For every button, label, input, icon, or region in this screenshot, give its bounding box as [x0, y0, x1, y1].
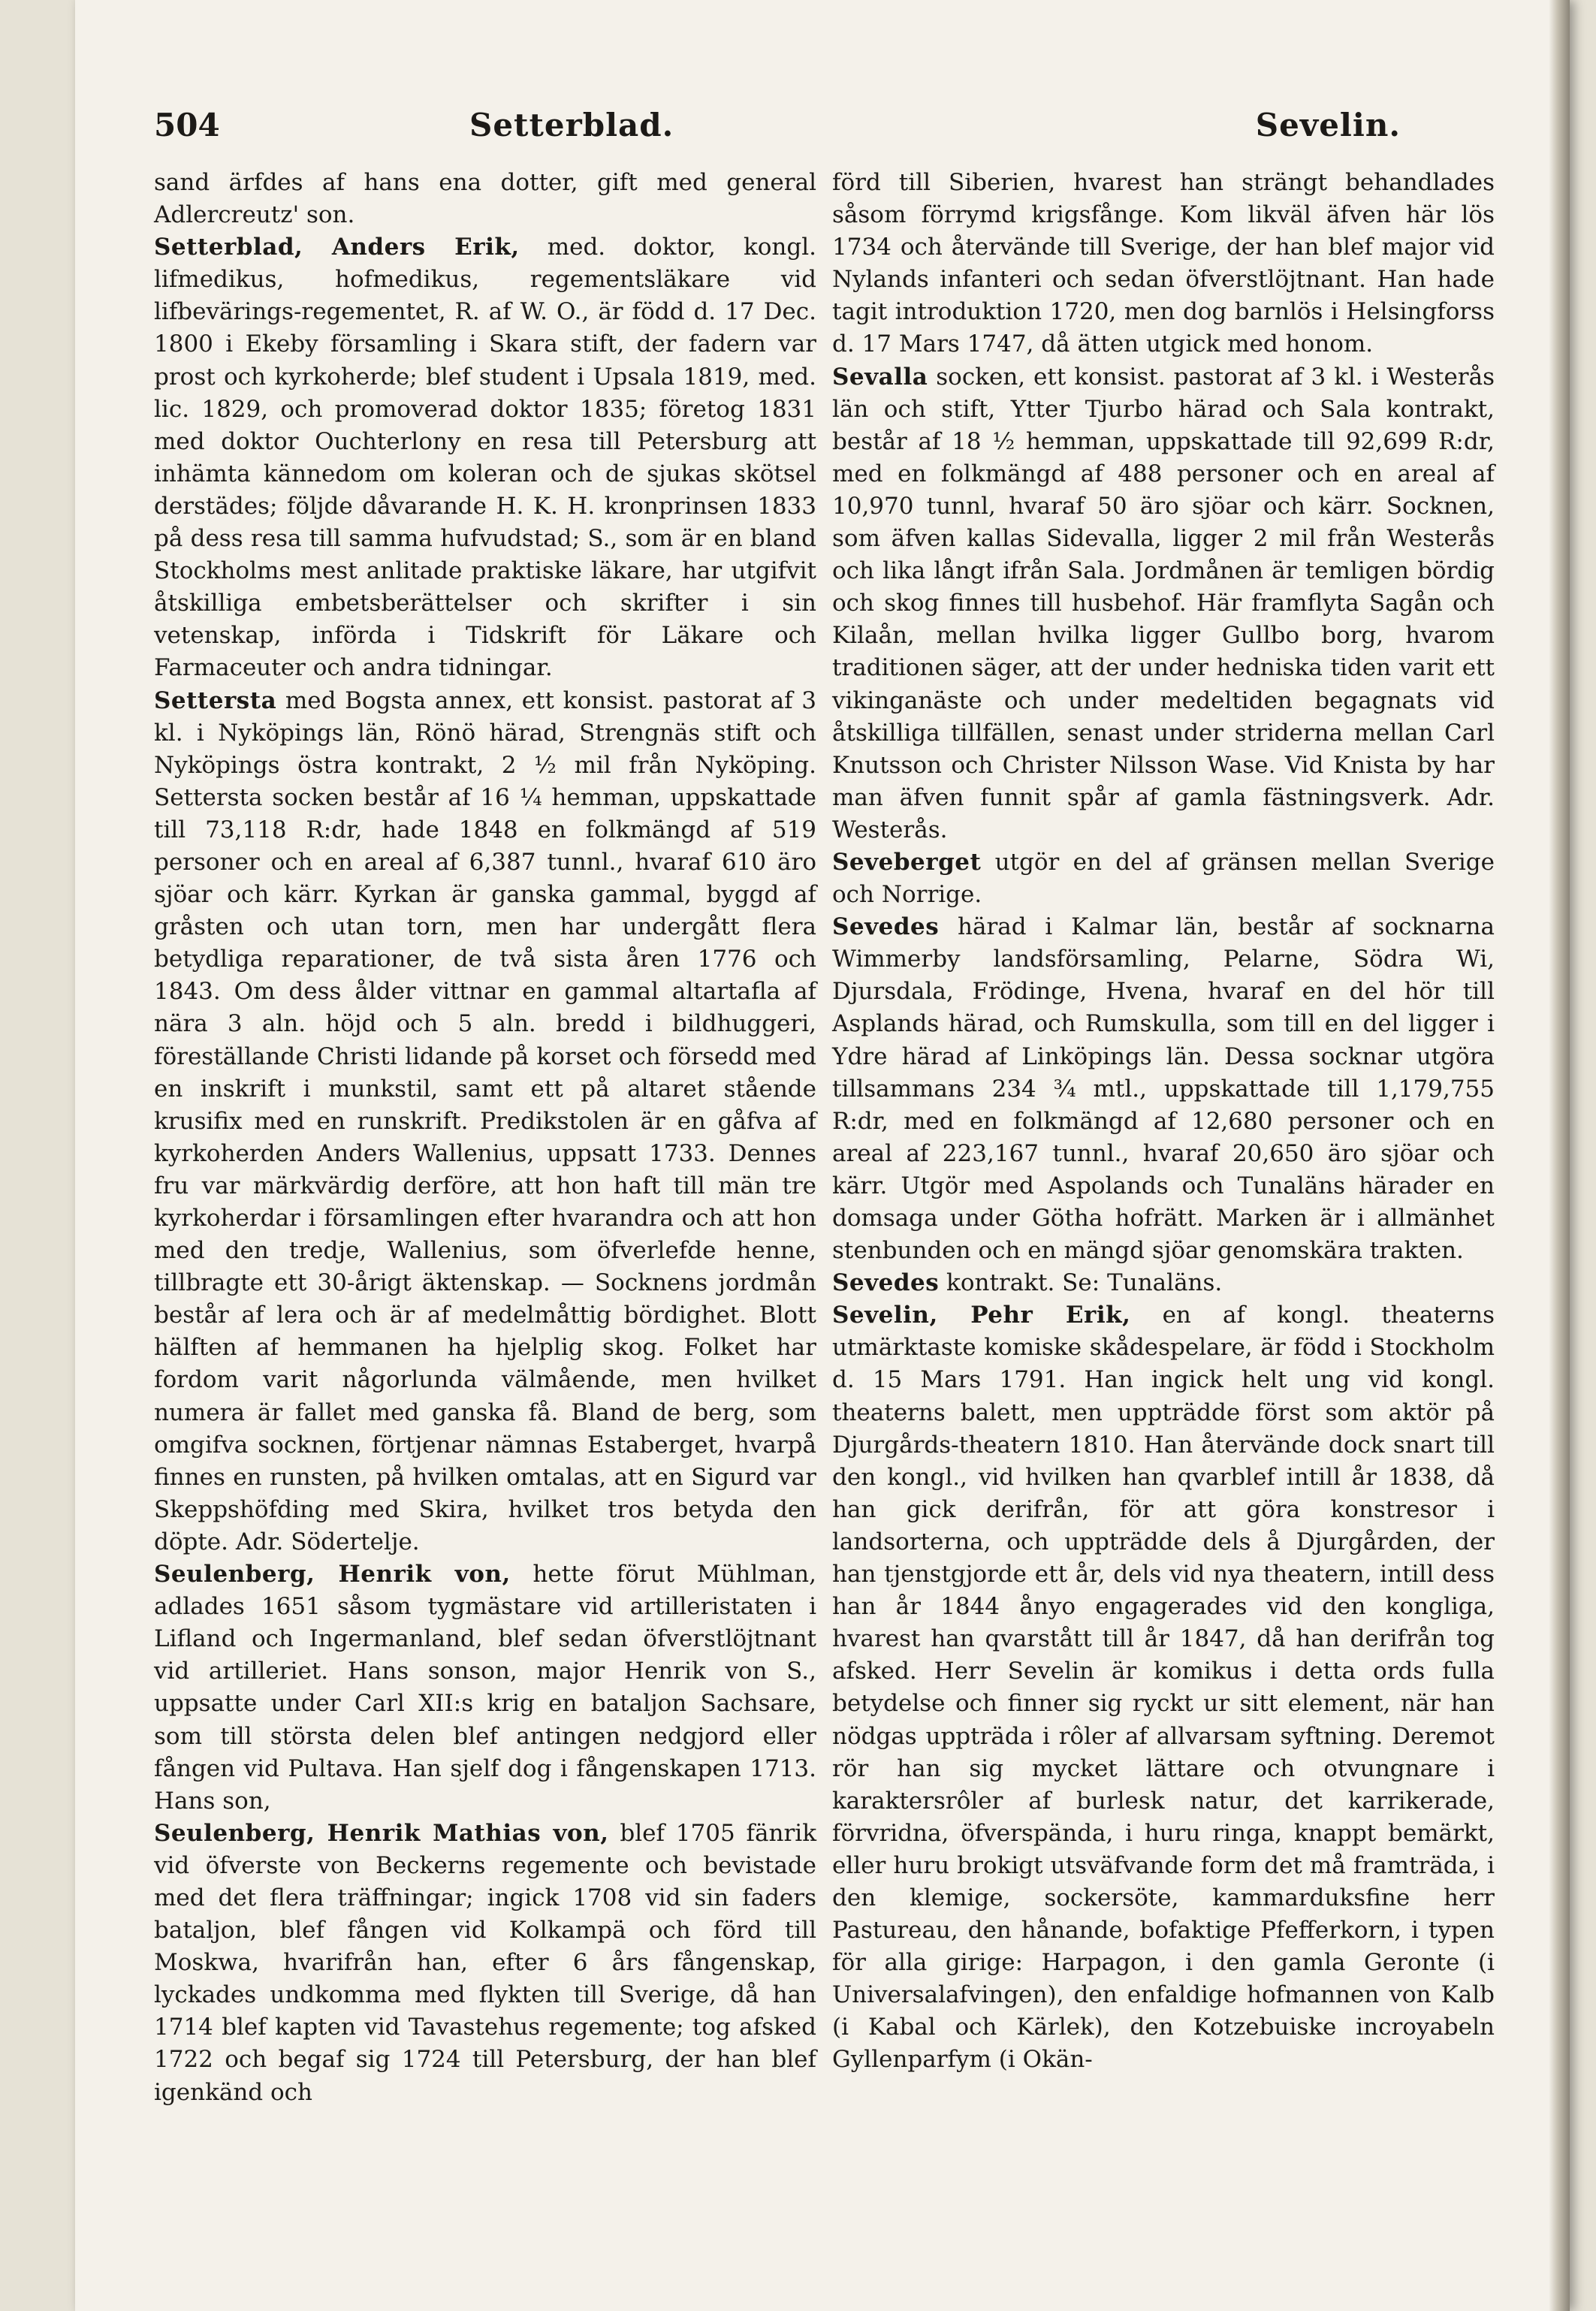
entry-text: sand ärfdes af hans ena dotter, gift med general Adlercreutz' son.: [154, 169, 816, 229]
entry-setterblad: [154, 231, 816, 684]
entry-seulenberg-henrik: [154, 1558, 816, 1818]
left-column: [154, 167, 816, 2109]
entry-headword: Settersta: [154, 686, 277, 714]
entry-headword: Setterblad, Anders Erik,: [154, 234, 520, 261]
entry-headword: Sevelin, Pehr Erik,: [832, 1302, 1131, 1329]
entry-headword: Sevedes: [832, 1269, 940, 1297]
entry-text: med Bogsta annex, ett konsist. pastorat af 3 kl. i Nyköpings län, Rönö härad, Strengnäs stift och Nyköpings östra kontrakt, 2 ½ mil från Nyköping. Settersta socken består af 16 ¼ hemman, uppskattade till 73,118 R:dr, hade 1848 en folkmängd af 519 personer och en areal af 6,387 tunnl., hvaraf 610 äro sjöar och kärr. Kyrkan är ganska gammal, byggd af gråsten och utan torn, men har undergått flera betydliga reparationer, de två sista åren 1776 och 1843. Om dess ålder vittnar en gammal altartafla af nära 3 aln. höjd och 5 aln. bredd i bildhuggeri, föreställande Christi lidande på korset och försedd med en inskrift i munkstil, samt ett på altaret stående krusifix med en runskrift. Predikstolen är en gåfva af kyrkoherden Anders Wallenius, uppsatt 1733. Dennes fru var märkvärdig derföre, att hon haft till män tre kyrkoherdar i församlingen efter hvarandra och att hon med den tredje, Wallenius, som öfverlefde henne, tillbragte ett 30-årigt äktenskap. — Socknens jordmån består af lera och är af medelmåttig bördighet. Blott hälften af hemmanen ha hjelplig skog. Folket har fordom varit någorlunda välmående, men hvilket numera är fallet med ganska få. Bland de berg, som omgifva socknen, förtjenar nämnas Estaberget, hvarpå finnes en runsten, på hvilken omtalas, att en Sigurd var Skeppshöfding med Skira, hvilket tros betyda den döpte. Adr. Södertelje.: [154, 686, 816, 1555]
entry-headword: Sevedes: [832, 913, 940, 941]
entry-adlercreutz-continuation: [154, 167, 816, 231]
page-spine-shadow: [1549, 0, 1570, 2311]
entry-headword: Seulenberg, Henrik Mathias von,: [154, 1819, 609, 1847]
entry-sevalla: [832, 361, 1495, 846]
right-column: [832, 167, 1495, 2077]
entry-headword: Sevalla: [832, 363, 928, 391]
entry-text: förd till Siberien, hvarest han strängt behandlades såsom förrymd krigsfånge. Kom likväl äfven här lös 1734 och återvände till Sverige, der han blef major vid Nylands infanteri och sedan öfverstlöjtnant. Han hade tagit introduktion 1720, men dog barnlös i Helsingforss d. 17 Mars 1747, då ätten utgick med honom.: [832, 169, 1495, 358]
page-header: [154, 107, 1401, 152]
entry-text: utgör en del af gränsen mellan Sverige och Norrige.: [832, 848, 1495, 909]
running-head-right: Sevelin.: [1255, 107, 1401, 143]
entry-text: kontrakt. Se: Tunaläns.: [939, 1269, 1223, 1297]
entry-settersta: [154, 685, 816, 1559]
entry-text: härad i Kalmar län, består af socknarna Wimmerby landsförsamling, Pelarne, Södra Wi, Djursdala, Frödinge, Hvena, hvaraf en del hör till Asplands härad, och Rumskulla, som till en del ligger i Ydre härad af Linköpings län. Dessa socknar utgöra tillsammans 234 ¾ mtl., uppskattade till 1,179,755 R:dr, med en folkmängd af 12,680 personer och en areal af 223,167 tunnl., hvaraf 20,650 äro sjöar och kärr. Utgör med Aspolands och Tunaläns härader en domsaga under Götha hofrätt. Marken är i allmänhet stenbunden och en mängd sjöar genomskära trakten.: [832, 913, 1495, 1265]
entry-seulenberg-henrik-mathias: [154, 1818, 816, 2109]
entry-text: en af kongl. theaterns utmärktaste komiske skådespelare, är född i Stockholm d. 15 Mars 1791. Han ingick helt ung vid kongl. theaterns balett, men uppträdde först som aktör på Djurgårds-theatern 1810. Han återvände dock snart till den kongl., vid hvilken han qvarblef intill år 1838, då han gick derifrån, för att göra konstresor i landsorterna, och uppträdde dels å Djurgården, der han tjenstgjorde ett år, dels vid nya theatern, intill dess han år 1844 ånyo engagerades vid den kongliga, hvarest han qvarstått till år 1847, då han derifrån tog afsked. Herr Sevelin är komikus i detta ords fulla betydelse och finner sig ryckt ur sitt element, när han nödgas uppträda i rôler af allvarsam syftning. Deremot rör han sig mycket lättare och otvungnare i karaktersrôler af burlesk natur, det karrikerade, förvridna, öfverspända, i huru ringa, knappt bemärkt, eller huru brokigt utsväfvande form det må framträda, i den klemige, sockersöte, kammarduksfine herr Pastureau, den hånande, bofaktige Pfefferkorn, i typen för alla girige: Harpagon, i den gamla Geronte (i Universalafvingen), den enfaldige hofmannen von Kalb (i Kabal och Kärlek), den Kotzebuiske incroyabeln Gyllenparfym (i Okän-: [832, 1302, 1495, 2074]
entry-sevedes-kontrakt: [832, 1267, 1495, 1299]
entry-text: socken, ett konsist. pastorat af 3 kl. i Westerås län och stift, Ytter Tjurbo härad och Sala kontrakt, består af 18 ½ hemman, uppskattade till 92,699 R:dr, med en folkmängd af 488 personer och en areal af 10,970 tunnl, hvaraf 50 äro sjöar och kärr. Socknen, som äfven kallas Sidevalla, ligger 2 mil från Westerås och lika långt ifrån Sala. Jordmånen är temligen bördig och skog finnes till husbehof. Här framflyta Sagån och Kilaån, mellan hvilka ligger Gullbo borg, hvarom traditionen säger, att der under hedniska tiden varit ett vikinganäste och under medeltiden begagnats vid åtskilliga tillfällen, senast under striderna mellan Carl Knutsson och Christer Nilsson Wase. Vid Knista by har man äfven funnit spår af gamla fästningsverk. Adr. Westerås.: [832, 363, 1495, 843]
running-head-left: Setterblad.: [469, 107, 674, 143]
entry-headword: Seulenberg, Henrik von,: [154, 1561, 511, 1588]
entry-text: blef 1705 fänrik vid öfverste von Beckerns regemente och bevistade med det flera träffningar; ingick 1708 vid sin faders bataljon, blef fången vid Kolkampä och förd till Moskwa, hvarifrån han, efter 6 års fångenskap, lyckades undkomma med flykten till Sverige, då han 1714 blef kapten vid Tavastehus regemente; tog afsked 1722 och begaf sig 1724 till Petersburg, der han blef igenkänd och: [154, 1819, 816, 2106]
entry-text: med. doktor, kongl. lifmedikus, hofmedikus, regementsläkare vid lifbevärings-regementet, R. af W. O., är född d. 17 Dec. 1800 i Ekeby församling i Skara stift, der fadern var prost och kyrkoherde; blef student i Upsala 1819, med. lic. 1829, och promoverad doktor 1835; företog 1831 med doktor Ouchterlony en resa till Petersburg att inhämta kännedom om koleran och de sjukas skötsel derstädes; följde dåvarande H. K. H. kronprinsen 1833 på dess resa till samma hufvudstad; S., som är en bland Stockholms mest anlitade praktiske läkare, har utgifvit åtskilliga embetsberättelser och skrifter i sin vetenskap, införda i Tidskrift för Läkare och Farmaceuter och andra tidningar.: [154, 234, 816, 682]
entry-seulenberg-continuation: [832, 167, 1495, 361]
entry-sevelin: [832, 1299, 1495, 2076]
entry-headword: Seveberget: [832, 848, 982, 876]
book-page: [75, 0, 1570, 2311]
entry-seveberget: [832, 846, 1495, 911]
entry-text: hette förut Mühlman, adlades 1651 såsom tygmästare vid artilleristaten i Lifland och Ingermanland, blef sedan öfverstlöjtnant vid artilleriet. Hans sonson, major Henrik von S., uppsatte under Carl XII:s krig en bataljon Sachsare, som till största delen blef antingen nedgjord eller fången vid Pultava. Han sjelf dog i fångenskapen 1713. Hans son,: [154, 1561, 816, 1815]
page-number: 504: [154, 107, 220, 143]
entry-sevedes-harad: [832, 911, 1495, 1267]
